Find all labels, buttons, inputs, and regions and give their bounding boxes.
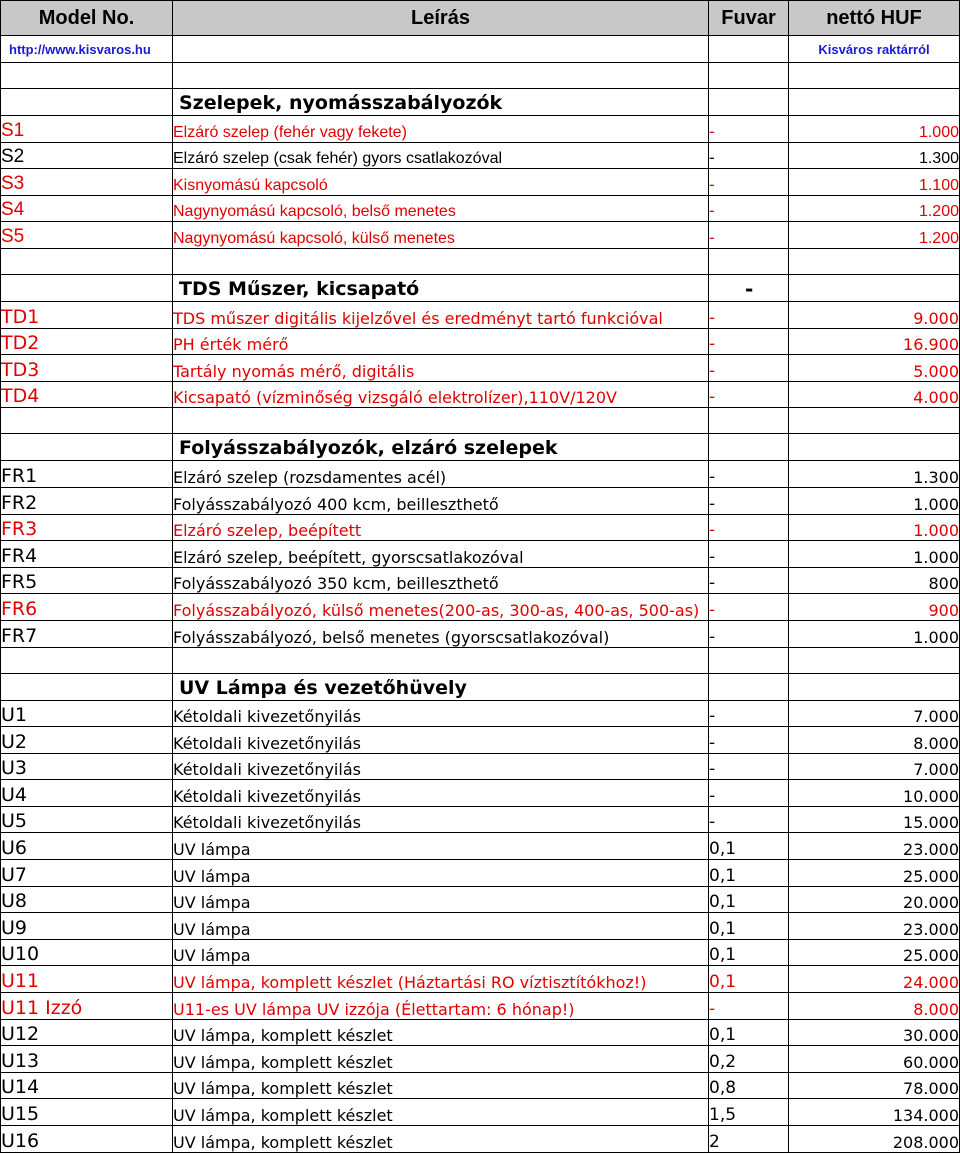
- fuvar-value: -: [709, 169, 789, 196]
- model-number: S2: [1, 142, 173, 169]
- net-price: 7.000: [789, 753, 960, 780]
- empty-cell: [789, 673, 960, 700]
- empty-cell: [1, 248, 173, 274]
- empty-cell: [789, 274, 960, 301]
- model-number: U13: [1, 1046, 173, 1073]
- net-price: 10.000: [789, 780, 960, 807]
- product-row: [1, 833, 960, 860]
- model-number: U8: [1, 886, 173, 913]
- product-row: [1, 806, 960, 833]
- net-price: 60.000: [789, 1046, 960, 1073]
- product-description: Nagynyomású kapcsoló, külső menetes: [173, 222, 709, 249]
- fuvar-value: 0,1: [709, 913, 789, 940]
- model-number: U4: [1, 780, 173, 807]
- header-row: [1, 1, 960, 36]
- header-fuvar: Fuvar: [709, 1, 789, 36]
- product-description: UV lámpa: [173, 860, 709, 887]
- net-price: 800: [789, 567, 960, 594]
- fuvar-value: 2: [709, 1126, 789, 1153]
- product-row: [1, 222, 960, 249]
- fuvar-value: -: [709, 594, 789, 621]
- product-row: [1, 195, 960, 222]
- fuvar-value: -: [709, 487, 789, 514]
- website-link[interactable]: http://www.kisvaros.hu: [1, 36, 173, 63]
- empty-cell: [1, 647, 173, 673]
- product-row: [1, 860, 960, 887]
- empty-cell: [1, 408, 173, 434]
- fuvar-value: -: [709, 780, 789, 807]
- empty-cell: [1, 673, 173, 700]
- net-price: 5.000: [789, 355, 960, 382]
- fuvar-value: -: [709, 355, 789, 382]
- net-price: 25.000: [789, 939, 960, 966]
- model-number: U11: [1, 966, 173, 993]
- subheader-empty: [709, 36, 789, 63]
- fuvar-value: -: [709, 142, 789, 169]
- fuvar-value: -: [709, 301, 789, 328]
- model-number: FR1: [1, 461, 173, 488]
- product-description: UV lámpa, komplett készlet: [173, 1099, 709, 1126]
- section-fuvar: [709, 89, 789, 116]
- empty-cell: [709, 647, 789, 673]
- model-number: U9: [1, 913, 173, 940]
- header-description: Leírás: [173, 1, 709, 36]
- net-price: 9.000: [789, 301, 960, 328]
- product-description: Nagynyomású kapcsoló, belső menetes: [173, 195, 709, 222]
- product-description: Elzáró szelep (csak fehér) gyors csatlakozóval: [173, 142, 709, 169]
- net-price: 1.200: [789, 222, 960, 249]
- empty-cell: [709, 408, 789, 434]
- product-description: Kisnyomású kapcsoló: [173, 169, 709, 196]
- model-number: U15: [1, 1099, 173, 1126]
- product-row: [1, 142, 960, 169]
- net-price: 8.000: [789, 727, 960, 754]
- net-price: 23.000: [789, 913, 960, 940]
- fuvar-value: 0,1: [709, 833, 789, 860]
- product-description: UV lámpa, komplett készlet: [173, 1019, 709, 1046]
- product-description: Kicsapató (vízminőség vizsgáló elektrolízer),110V/120V: [173, 381, 709, 408]
- net-price: 900: [789, 594, 960, 621]
- model-number: FR3: [1, 514, 173, 541]
- section-fuvar: -: [709, 274, 789, 301]
- empty-cell: [1, 63, 173, 89]
- product-row: [1, 1126, 960, 1153]
- product-row: [1, 993, 960, 1020]
- net-price: 15.000: [789, 806, 960, 833]
- fuvar-value: -: [709, 461, 789, 488]
- product-row: [1, 966, 960, 993]
- model-number: FR4: [1, 541, 173, 568]
- model-number: FR6: [1, 594, 173, 621]
- fuvar-value: -: [709, 700, 789, 727]
- net-price: 1.000: [789, 620, 960, 647]
- product-description: UV lámpa: [173, 886, 709, 913]
- product-description: Folyásszabályozó 350 kcm, beilleszthető: [173, 567, 709, 594]
- model-number: TD3: [1, 355, 173, 382]
- product-row: [1, 1046, 960, 1073]
- model-number: U14: [1, 1072, 173, 1099]
- net-price: 208.000: [789, 1126, 960, 1153]
- empty-cell: [789, 248, 960, 274]
- product-row: [1, 381, 960, 408]
- model-number: TD1: [1, 301, 173, 328]
- product-description: Folyásszabályozó 400 kcm, beilleszthető: [173, 487, 709, 514]
- model-number: S1: [1, 116, 173, 143]
- model-number: TD2: [1, 328, 173, 355]
- fuvar-value: -: [709, 116, 789, 143]
- empty-cell: [1, 434, 173, 461]
- fuvar-value: -: [709, 753, 789, 780]
- fuvar-value: -: [709, 806, 789, 833]
- fuvar-value: 0,1: [709, 966, 789, 993]
- fuvar-value: -: [709, 195, 789, 222]
- section-fuvar: [709, 434, 789, 461]
- product-row: [1, 487, 960, 514]
- net-price: 1.000: [789, 116, 960, 143]
- fuvar-value: -: [709, 381, 789, 408]
- net-price: 16.900: [789, 328, 960, 355]
- net-price: 1.000: [789, 487, 960, 514]
- model-number: TD4: [1, 381, 173, 408]
- model-number: U5: [1, 806, 173, 833]
- model-number: U11 Izzó: [1, 993, 173, 1020]
- product-description: UV lámpa, komplett készlet: [173, 1046, 709, 1073]
- product-row: [1, 461, 960, 488]
- fuvar-value: -: [709, 541, 789, 568]
- product-row: [1, 727, 960, 754]
- section-title: Folyásszabályozók, elzáró szelepek: [173, 434, 709, 461]
- model-number: U3: [1, 753, 173, 780]
- product-row: [1, 355, 960, 382]
- fuvar-value: -: [709, 993, 789, 1020]
- empty-cell: [1, 274, 173, 301]
- net-price: 7.000: [789, 700, 960, 727]
- product-row: [1, 1019, 960, 1046]
- header-price: nettó HUF: [789, 1, 960, 36]
- model-number: U6: [1, 833, 173, 860]
- spacer-row: [1, 647, 960, 673]
- product-row: [1, 567, 960, 594]
- net-price: 1.200: [789, 195, 960, 222]
- product-row: [1, 301, 960, 328]
- net-price: 23.000: [789, 833, 960, 860]
- net-price: 30.000: [789, 1019, 960, 1046]
- fuvar-value: 1,5: [709, 1099, 789, 1126]
- product-description: UV lámpa, komplett készlet: [173, 1126, 709, 1153]
- product-row: [1, 780, 960, 807]
- net-price: 1.300: [789, 142, 960, 169]
- net-price: 134.000: [789, 1099, 960, 1126]
- net-price: 1.000: [789, 541, 960, 568]
- model-number: FR7: [1, 620, 173, 647]
- product-description: Folyásszabályozó, külső menetes(200-as, 300-as, 400-as, 500-as): [173, 594, 709, 621]
- product-description: TDS műszer digitális kijelzővel és eredményt tartó funkcióval: [173, 301, 709, 328]
- empty-cell: [789, 63, 960, 89]
- product-row: [1, 700, 960, 727]
- model-number: S5: [1, 222, 173, 249]
- section-title-row: [1, 89, 960, 116]
- net-price: 25.000: [789, 860, 960, 887]
- product-row: [1, 913, 960, 940]
- net-price: 1.100: [789, 169, 960, 196]
- net-price: 1.000: [789, 514, 960, 541]
- model-number: S4: [1, 195, 173, 222]
- subheader-empty: [173, 36, 709, 63]
- product-row: [1, 753, 960, 780]
- product-description: Folyásszabályozó, belső menetes (gyorscsatlakozóval): [173, 620, 709, 647]
- product-row: [1, 541, 960, 568]
- net-price: 1.300: [789, 461, 960, 488]
- product-row: [1, 939, 960, 966]
- product-row: [1, 514, 960, 541]
- product-description: Kétoldali kivezetőnyilás: [173, 753, 709, 780]
- fuvar-value: 0,1: [709, 860, 789, 887]
- fuvar-value: -: [709, 328, 789, 355]
- product-row: [1, 594, 960, 621]
- product-row: [1, 169, 960, 196]
- model-number: S3: [1, 169, 173, 196]
- spacer-row: [1, 408, 960, 434]
- empty-cell: [789, 647, 960, 673]
- price-list-body: [1, 1, 960, 1153]
- empty-cell: [173, 63, 709, 89]
- product-description: UV lámpa, komplett készlet (Háztartási RO víztisztítókhoz!): [173, 966, 709, 993]
- product-description: Tartály nyomás mérő, digitális: [173, 355, 709, 382]
- net-price: 78.000: [789, 1072, 960, 1099]
- fuvar-value: 0,1: [709, 939, 789, 966]
- net-price: 24.000: [789, 966, 960, 993]
- empty-cell: [789, 408, 960, 434]
- model-number: FR5: [1, 567, 173, 594]
- section-title: UV Lámpa és vezetőhüvely: [173, 673, 709, 700]
- model-number: FR2: [1, 487, 173, 514]
- fuvar-value: -: [709, 222, 789, 249]
- product-description: Kétoldali kivezetőnyilás: [173, 806, 709, 833]
- product-description: Kétoldali kivezetőnyilás: [173, 700, 709, 727]
- product-description: Kétoldali kivezetőnyilás: [173, 780, 709, 807]
- product-description: Elzáró szelep, beépített, gyorscsatlakozóval: [173, 541, 709, 568]
- product-row: [1, 328, 960, 355]
- net-price: 4.000: [789, 381, 960, 408]
- fuvar-value: 0,8: [709, 1072, 789, 1099]
- net-price: 20.000: [789, 886, 960, 913]
- model-number: U16: [1, 1126, 173, 1153]
- fuvar-value: -: [709, 514, 789, 541]
- empty-cell: [789, 89, 960, 116]
- model-number: U12: [1, 1019, 173, 1046]
- fuvar-value: -: [709, 620, 789, 647]
- empty-cell: [173, 647, 709, 673]
- model-number: U7: [1, 860, 173, 887]
- product-row: [1, 620, 960, 647]
- product-description: UV lámpa, komplett készlet: [173, 1072, 709, 1099]
- header-model: Model No.: [1, 1, 173, 36]
- product-description: U11-es UV lámpa UV izzója (Élettartam: 6 hónap!): [173, 993, 709, 1020]
- section-title-row: [1, 274, 960, 301]
- product-description: UV lámpa: [173, 939, 709, 966]
- empty-cell: [789, 434, 960, 461]
- model-number: U2: [1, 727, 173, 754]
- empty-cell: [173, 408, 709, 434]
- product-description: UV lámpa: [173, 833, 709, 860]
- product-description: UV lámpa: [173, 913, 709, 940]
- empty-cell: [1, 89, 173, 116]
- product-row: [1, 1072, 960, 1099]
- section-title-row: [1, 434, 960, 461]
- net-price: 8.000: [789, 993, 960, 1020]
- product-row: [1, 116, 960, 143]
- product-row: [1, 1099, 960, 1126]
- spacer-row: [1, 63, 960, 89]
- section-title-row: [1, 673, 960, 700]
- product-description: PH érték mérő: [173, 328, 709, 355]
- product-description: Elzáró szelep, beépített: [173, 514, 709, 541]
- fuvar-value: -: [709, 567, 789, 594]
- warehouse-label: Kisváros raktárról: [789, 36, 960, 63]
- fuvar-value: -: [709, 727, 789, 754]
- product-description: Elzáró szelep (rozsdamentes acél): [173, 461, 709, 488]
- section-fuvar: [709, 673, 789, 700]
- product-row: [1, 886, 960, 913]
- empty-cell: [709, 248, 789, 274]
- model-number: U1: [1, 700, 173, 727]
- product-description: Kétoldali kivezetőnyilás: [173, 727, 709, 754]
- empty-cell: [709, 63, 789, 89]
- model-number: U10: [1, 939, 173, 966]
- subheader-row: [1, 36, 960, 63]
- fuvar-value: 0,1: [709, 1019, 789, 1046]
- section-title: Szelepek, nyomásszabályozók: [173, 89, 709, 116]
- product-description: Elzáró szelep (fehér vagy fekete): [173, 116, 709, 143]
- section-title: TDS Műszer, kicsapató: [173, 274, 709, 301]
- spacer-row: [1, 248, 960, 274]
- fuvar-value: 0,2: [709, 1046, 789, 1073]
- empty-cell: [173, 248, 709, 274]
- fuvar-value: 0,1: [709, 886, 789, 913]
